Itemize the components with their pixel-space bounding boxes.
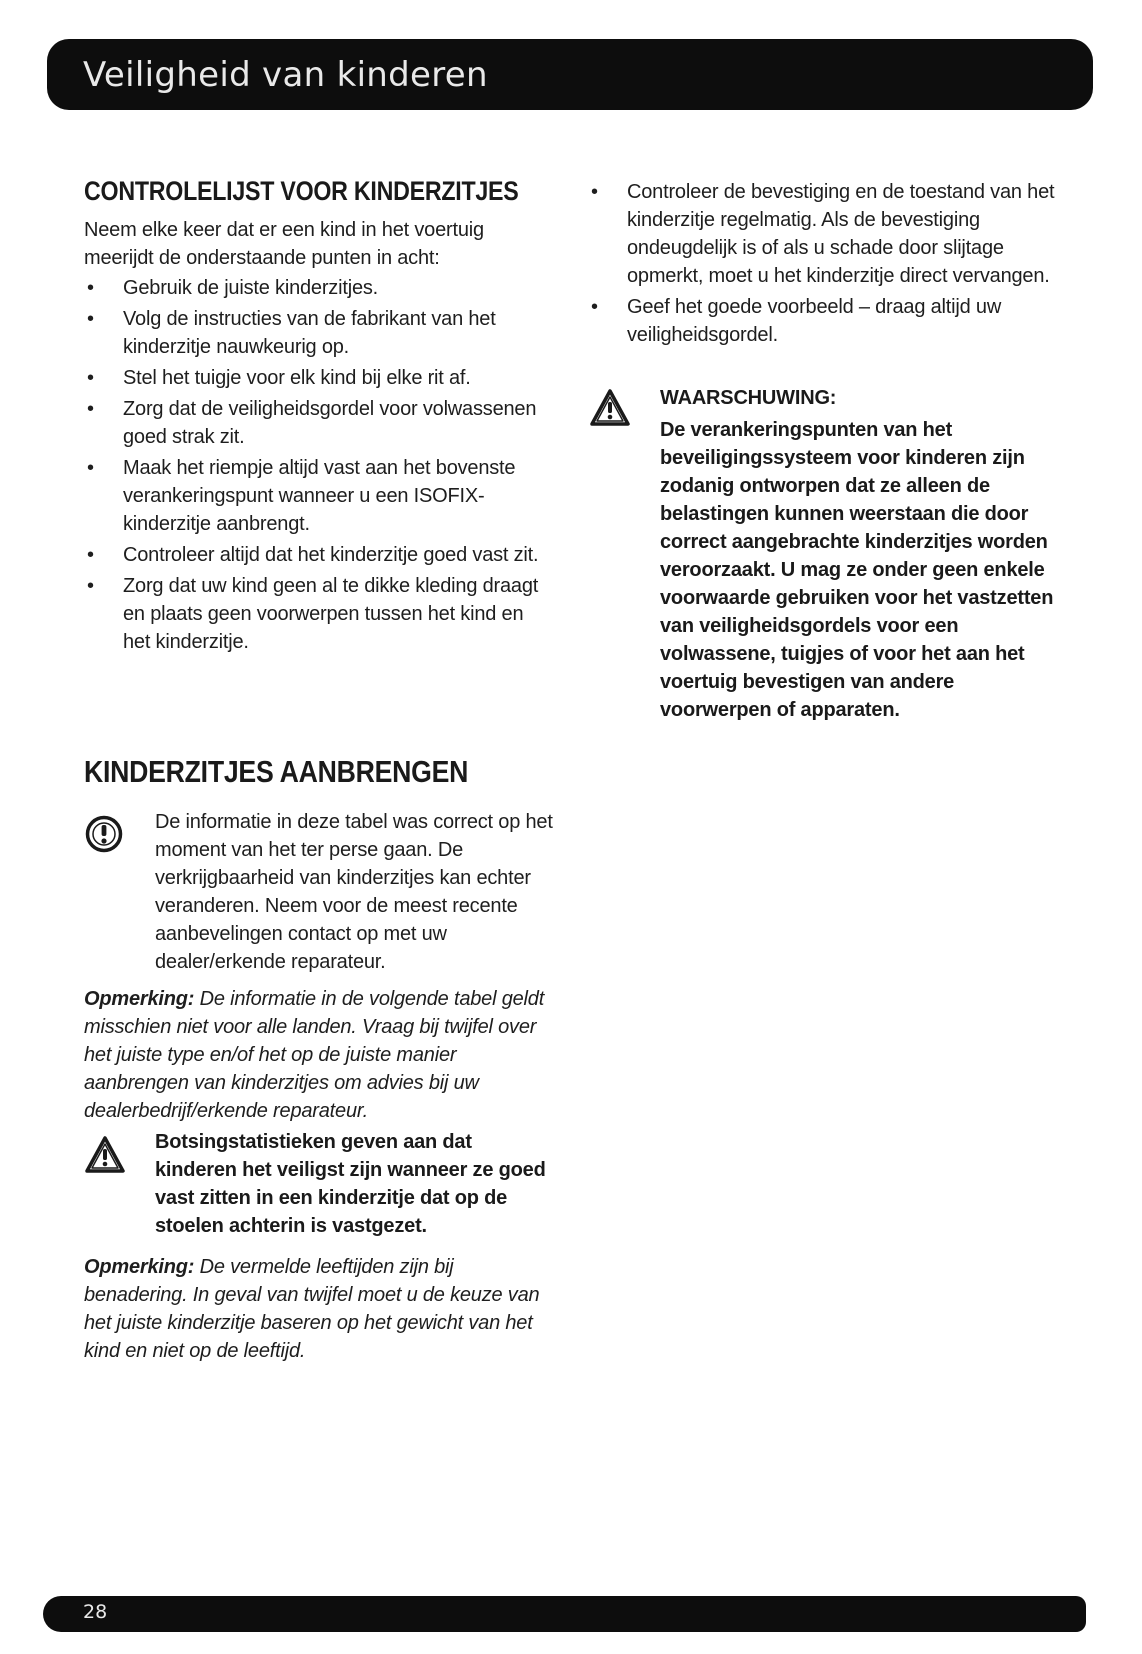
footer-bar [43, 1596, 1086, 1632]
fitting-title: KINDERZITJES AANBRENGEN [84, 754, 469, 789]
note-label: Opmerking: [84, 988, 195, 1010]
checklist-title: CONTROLELIJST VOOR KINDERZITJES [84, 176, 519, 206]
header-bar [47, 39, 1093, 110]
note-body: De vermelde leeftijden zijn bij benadering. In geval van twijfel moet u de keuze van het juiste kinderzitje baseren op het gewicht van het kind en niet op de leeftijd. [84, 1256, 540, 1362]
checklist-list-left [84, 274, 554, 659]
list-item: • Maak het riempje altijd vast aan het bovenste verankeringspunt wanneer u een ISOFIX-kinderzitje aanbrengt. [87, 457, 516, 535]
exclamation-circle-icon [84, 814, 126, 856]
warning-triangle-icon [84, 1135, 126, 1177]
page-title: Veiligheid van kinderen [83, 54, 488, 95]
list-item: • Controleer de bevestiging en de toestand van het kinderzitje regelmatig. Als de bevestiging ondeugdelijk is of als u schade door slijtage opmerkt, moet u het kinderzitje direct vervangen. [591, 181, 1055, 287]
list-item: • Geef het goede voorbeeld – draag altijd uw veiligheidsgordel. [591, 296, 1002, 346]
note-label: Opmerking: [84, 1256, 195, 1278]
checklist-intro: Neem elke keer dat er een kind in het voertuig meerijdt de onderstaande punten in acht: [84, 219, 484, 269]
list-item: • Zorg dat uw kind geen al te dikke kleding draagt en plaats geen voorwerpen tussen het kind en het kinderzitje. [87, 575, 539, 653]
list-item: • Gebruik de juiste kinderzitjes. [87, 277, 379, 299]
list-item: • Controleer altijd dat het kinderzitje goed vast zit. [87, 544, 539, 566]
page-number: 28 [83, 1601, 108, 1623]
list-item: • Stel het tuigje voor elk kind bij elke rit af. [87, 367, 471, 389]
info-text: De informatie in deze tabel was correct op het moment van het ter perse gaan. De verkrijgbaarheid van kinderzitjes kan echter veranderen. Neem voor de meest recente aanbevelingen contact op met uw dealer/erkende reparateur. [155, 811, 553, 973]
note-body: De informatie in de volgende tabel geldt misschien niet voor alle landen. Vraag bij twijfel over het juiste type en/of het op de juiste manier aanbrengen van kinderzitjes om advies bij uw dealerbedrijf/erkende reparateur. [84, 988, 545, 1122]
note-1 [84, 985, 554, 1125]
warning-triangle-icon [589, 388, 631, 430]
crash-statistics-warning: Botsingstatistieken geven aan dat kinderen het veiligst zijn wanneer ze goed vast zitten in een kinderzitje dat op de stoelen achterin is vastgezet. [155, 1131, 546, 1237]
note-2 [84, 1253, 554, 1365]
anchorage-warning-text: De verankeringspunten van het beveiligingssysteem voor kinderen zijn zodanig ontworpen dat ze alleen de belastingen kunnen weerstaan die door correct aangebrachte kinderzitjes worden veroorzaakt. U mag ze onder geen enkele voorwaarde gebruiken voor het vastzetten van veiligheidsgordels voor een volwassene, tuigjes of voor het aan het voertuig bevestigen van andere voorwerpen of apparaten. [660, 419, 1054, 721]
list-item: • Volg de instructies van de fabrikant van het kinderzitje nauwkeurig op. [87, 308, 496, 358]
warning-label: WAARSCHUWING: [660, 387, 837, 409]
checklist-list-right [588, 178, 1056, 352]
list-item: • Zorg dat de veiligheidsgordel voor volwassenen goed strak zit. [87, 398, 537, 448]
